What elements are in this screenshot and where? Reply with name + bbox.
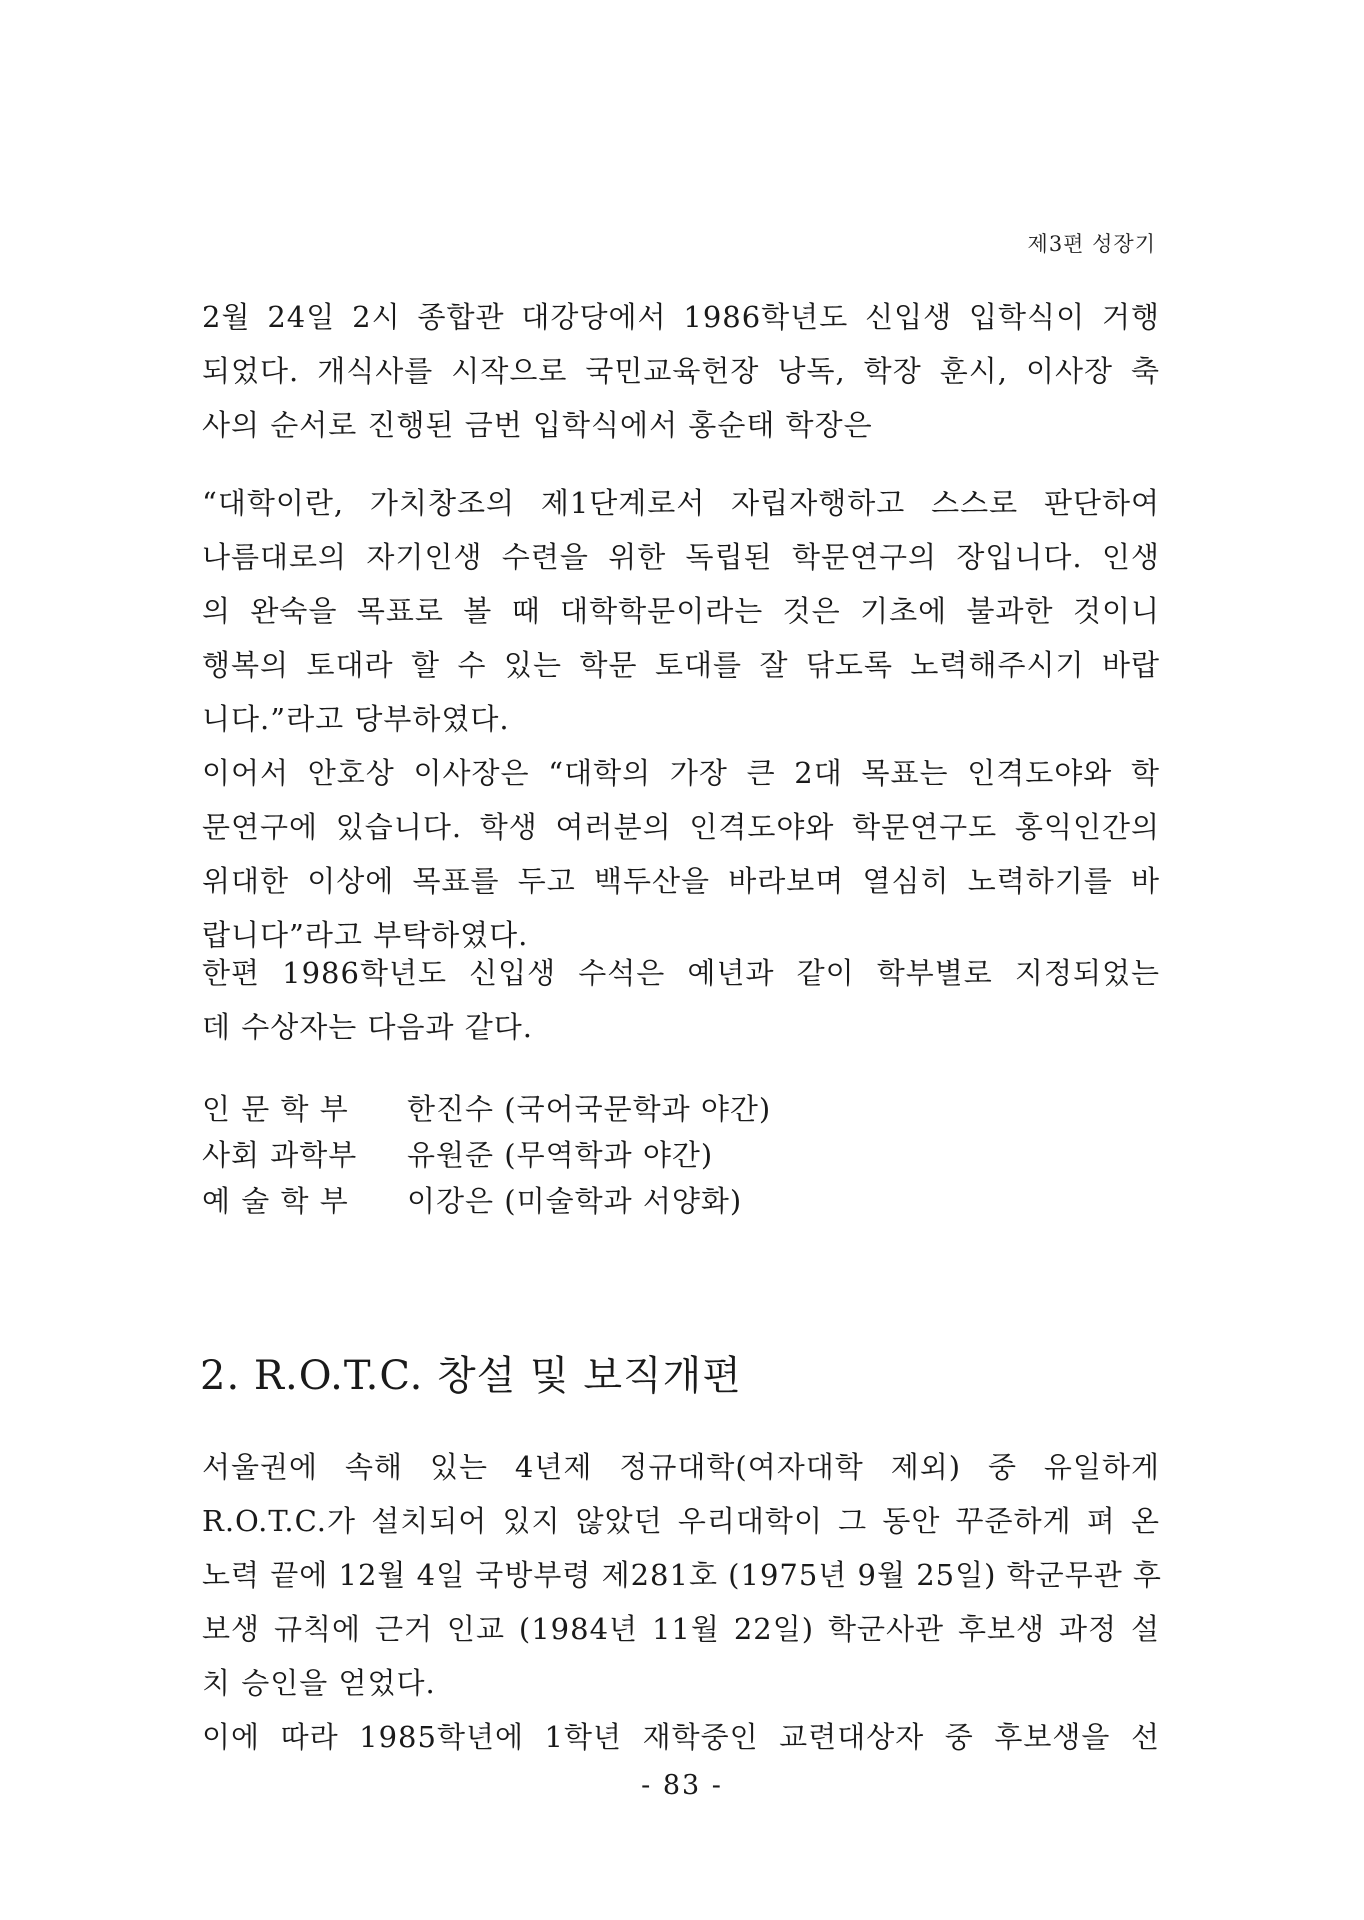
- list-item: [202, 1178, 771, 1224]
- honoree-dept: 인 문 학 부: [202, 1092, 349, 1126]
- text-line: 나름대로의 자기인생 수련을 위한 독립된 학문연구의 장입니다. 인생: [202, 540, 1160, 574]
- text-line: 되었다. 개식사를 시작으로 국민교육헌장 낭독, 학장 훈시, 이사장 축: [202, 354, 1160, 388]
- honoree-name: 이강은 (미술학과 서양화): [407, 1184, 743, 1218]
- text-line: 이어서 안호상 이사장은 “대학의 가장 큰 2대 목표는 인격도야와 학: [202, 756, 1160, 790]
- text-line: 서울권에 속해 있는 4년제 정규대학(여자대학 제외) 중 유일하게: [202, 1450, 1160, 1484]
- section-heading: 2. R.O.T.C. 창설 및 보직개편: [200, 1353, 742, 1399]
- paragraph-rotc: [202, 1440, 1160, 1764]
- text-line: 치 승인을 얻었다.: [202, 1666, 436, 1700]
- honoree-list: [202, 1086, 771, 1224]
- text-line: 사의 순서로 진행된 금번 입학식에서 홍순태 학장은: [202, 408, 873, 442]
- honoree-dept: 사회 과학부: [202, 1138, 358, 1172]
- text-line: 2월 24일 2시 종합관 대강당에서 1986학년도 신입생 입학식이 거행: [202, 300, 1160, 334]
- text-line: 보생 규칙에 근거 인교 (1984년 11월 22일) 학군사관 후보생 과정 설: [202, 1612, 1160, 1646]
- honoree-dept: 예 술 학 부: [202, 1184, 349, 1218]
- text-line: 이에 따라 1985학년에 1학년 재학중인 교련대상자 중 후보생을 선: [202, 1720, 1160, 1754]
- text-line: “대학이란, 가치창조의 제1단계로서 자립자행하고 스스로 판단하여: [202, 486, 1160, 520]
- text-line: 행복의 토대라 할 수 있는 학문 토대를 잘 닦도록 노력해주시기 바랍: [202, 648, 1160, 682]
- text-line: 문연구에 있습니다. 학생 여러분의 인격도야와 학문연구도 홍익인간의: [202, 810, 1160, 844]
- text-line: 위대한 이상에 목표를 두고 백두산을 바라보며 열심히 노력하기를 바: [202, 864, 1160, 898]
- list-item: [202, 1086, 771, 1132]
- text-line: 데 수상자는 다음과 같다.: [202, 1010, 534, 1044]
- text-line: 의 완숙을 목표로 볼 때 대학학문이라는 것은 기초에 불과한 것이니: [202, 594, 1160, 628]
- text-line: R.O.T.C.가 설치되어 있지 않았던 우리대학이 그 동안 꾸준하게 펴 온: [202, 1504, 1160, 1538]
- text-line: 한편 1986학년도 신입생 수석은 예년과 같이 학부별로 지정되었는: [202, 956, 1160, 990]
- page-number: - 83 -: [641, 1770, 723, 1801]
- text-line: 노력 끝에 12월 4일 국방부령 제281호 (1975년 9월 25일) 학군무관 후: [202, 1558, 1162, 1592]
- text-line: 니다.”라고 당부하였다.: [202, 702, 510, 736]
- running-header: 제3편 성장기: [1027, 232, 1156, 256]
- list-item: [202, 1132, 771, 1178]
- text-line: 랍니다”라고 부탁하였다.: [202, 918, 529, 952]
- paragraph-top-students: [202, 946, 1160, 1054]
- paragraph-entrance-ceremony: [202, 290, 1160, 452]
- honoree-name: 한진수 (국어국문학과 야간): [407, 1092, 772, 1126]
- paragraph-speeches: [202, 476, 1160, 962]
- honoree-name: 유원준 (무역학과 야간): [407, 1138, 714, 1172]
